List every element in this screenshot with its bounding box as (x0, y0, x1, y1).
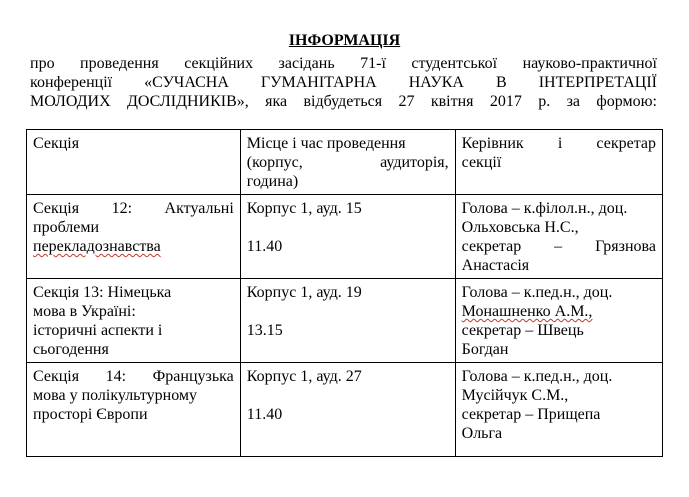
table-row (27, 279, 663, 363)
document-title: ІНФОРМАЦІЯ (288, 32, 401, 49)
row-place-cell: Корпус 1, ауд. 15 11.40 (240, 195, 455, 279)
table-row (27, 363, 663, 457)
header-section: Секція (27, 130, 241, 195)
row-place-cell: Корпус 1, ауд. 19 13.15 (240, 279, 455, 363)
schedule-table (26, 129, 663, 457)
header-leader: Керівник і секретар секції (455, 130, 662, 195)
row-leader-cell: Голова – к.пед.н., доц. Мусійчук С.М., секретар – Прищепа Ольга (455, 363, 662, 457)
intro-line-2: конференції «СУЧАСНА ГУМАНІТАРНА НАУКА В ІНТЕРПРЕТАЦІЇ (30, 74, 657, 91)
row-leader-cell: Голова – к.філол.н., доц. Ольховська Н.С., секретар – Грязнова Анастасія (455, 195, 662, 279)
table-header-row (27, 130, 663, 195)
table-row (27, 195, 663, 279)
row-leader-cell: Голова – к.пед.н., доц. Монашненко А.М., секретар – Швець Богдан (455, 279, 662, 363)
intro-line-1: про проведення секційних засідань 71-ї студентської науково-практичної (30, 55, 657, 72)
row-place-cell: Корпус 1, ауд. 27 11.40 (240, 363, 455, 457)
row-section-cell: Секція 13: Німецька мова в Україні: історичні аспекти і сьогодення (27, 279, 241, 363)
row-section-cell: Секція 14: Французька мова у полікультурному просторі Європи (27, 363, 241, 457)
intro-paragraph (30, 54, 657, 111)
intro-line-3: МОЛОДИХ ДОСЛІДНИКІВ», яка відбудеться 27 квітня 2017 р. за формою: (30, 93, 657, 110)
header-place: Місце і час проведення (корпус, аудиторія, година) (240, 130, 455, 195)
row-section-cell: Секція 12: Актуальні проблеми перекладознавства (27, 195, 241, 279)
